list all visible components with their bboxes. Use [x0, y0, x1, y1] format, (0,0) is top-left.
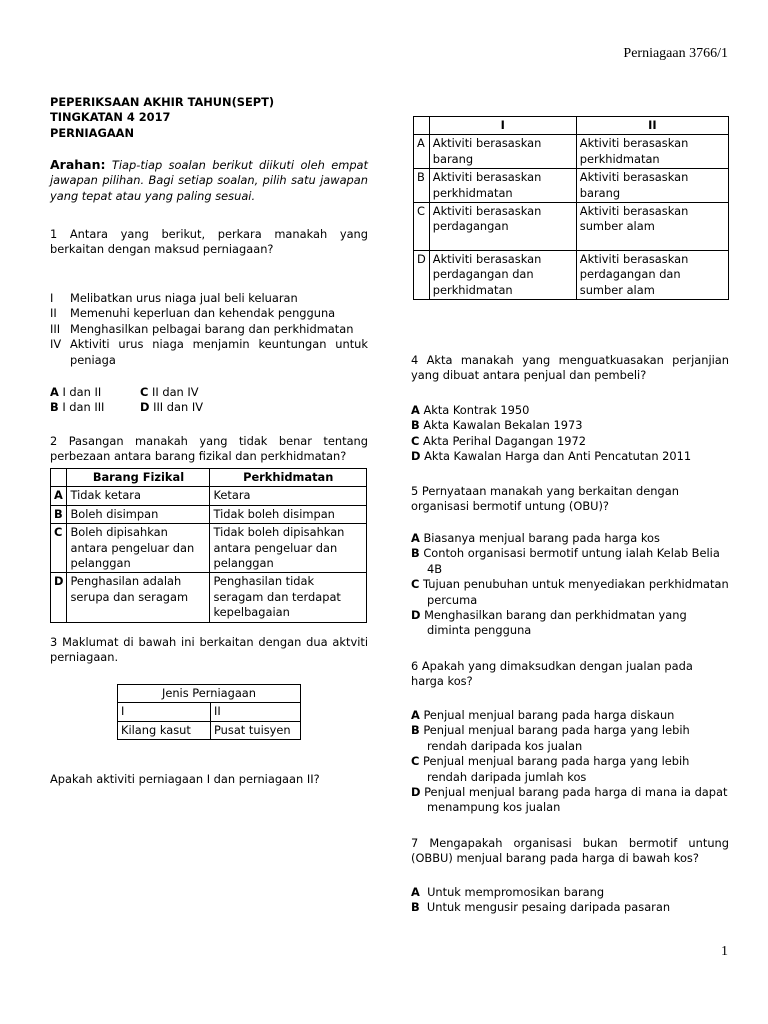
q5-option-a[interactable]: A Biasanya menjual barang pada harga kos [411, 531, 660, 545]
q5-option-b[interactable]: B Contoh organisasi bermotif untung ialah Kelab Belia 4B [411, 546, 720, 576]
q6-option-d[interactable]: D Penjual menjual barang pada harga di mana ia dapat menampung kos jualan [411, 785, 728, 815]
q2-header-col2: Perkhidmatan [210, 469, 367, 487]
q2-row-c[interactable]: C Boleh dipisahkan antara pengeluar dan pelanggan Tidak boleh dipisahkan antara pengeluar dan pelanggan [51, 524, 367, 573]
q3-answer-table [413, 116, 729, 300]
q3-stem: 3 Maklumat di bawah ini berkaitan dengan dua aktviti perniagaan. [50, 635, 368, 665]
q5-option-c[interactable]: C Tujuan penubuhan untuk menyediakan perkhidmatan percuma [411, 577, 729, 607]
q1-item: III Menghasilkan pelbagai barang dan perkhidmatan [50, 321, 354, 336]
q7-stem: 7 Mengapakah organisasi bukan bermotif untung (OBBU) menjual barang pada harga di bawah kos? [411, 836, 729, 866]
q3-answer-header-col2: II [576, 117, 728, 135]
q2-row-a[interactable]: A Tidak ketara Ketara [51, 487, 367, 505]
q2-header-col1: Barang Fizikal [67, 469, 210, 487]
q5-options [411, 531, 729, 639]
q2-row-d[interactable]: D Penghasilan adalah serupa dan seragam Penghasilan tidak seragam dan terdapat kepelbagaian [51, 573, 367, 622]
q1-option-b[interactable]: B I dan III [50, 400, 105, 415]
q3-answer-header-blank [414, 117, 430, 135]
title-line-3: PERNIAGAAN [50, 125, 135, 140]
q3-answer-row-d[interactable]: D Aktiviti berasaskan perdagangan dan perkhidmatan Aktiviti berasaskan perdagangan dan sumber alam [414, 251, 729, 300]
q3-info-val2: Pusat tuisyen [211, 721, 301, 739]
q1-item: IV Aktiviti urus niaga menjamin keuntungan untuk peniaga [50, 337, 368, 367]
q3-question: Apakah aktiviti perniagaan I dan perniagaan II? [50, 772, 320, 786]
exam-title [50, 95, 368, 141]
q4-option-b[interactable]: B Akta Kawalan Bekalan 1973 [411, 418, 583, 433]
q1-item: I Melibatkan urus niaga jual beli keluaran [50, 291, 298, 305]
q6-option-b[interactable]: B Penjual menjual barang pada harga yang lebih rendah daripada kos jualan [411, 723, 690, 753]
q3-info-col1: I [118, 703, 211, 721]
q2-table [50, 468, 367, 623]
q6-stem: 6 Apakah yang dimaksudkan dengan jualan pada harga kos? [411, 659, 693, 689]
q1-stem: 1 Antara yang berikut, perkara manakah yang berkaitan dengan maksud perniagaan? [50, 227, 368, 257]
q4-option-d[interactable]: D Akta Kawalan Harga dan Anti Pencatutan 2011 [411, 449, 692, 464]
q6-option-a[interactable]: A Penjual menjual barang pada harga diskaun [411, 708, 675, 722]
q5-stem: 5 Pernyataan manakah yang berkaitan dengan organisasi bermotif untung (OBU)? [411, 484, 679, 514]
instructions [50, 157, 368, 204]
q2-header-blank [51, 469, 67, 487]
q3-info-col2: II [211, 703, 301, 721]
q2-row-b[interactable]: B Boleh disimpan Tidak boleh disimpan [51, 505, 367, 523]
q1-option-a[interactable]: A I dan II [50, 385, 102, 399]
q3-info-val1: Kilang kasut [118, 721, 211, 739]
q2-stem: 2 Pasangan manakah yang tidak benar tentang perbezaan antara barang fizikal dan perkhidmatan? [50, 434, 368, 464]
q6-options [411, 708, 729, 816]
q1-item: II Memenuhi keperluan dan kehendak pengguna [50, 306, 336, 321]
q5-option-d[interactable]: D Menghasilkan barang dan perkhidmatan yang diminta pengguna [411, 608, 687, 638]
q7-option-b[interactable]: B Untuk mengusir pesaing daripada pasaran [411, 900, 671, 915]
q3-answer-row-b[interactable]: B Aktiviti berasaskan perkhidmatan Aktiviti berasaskan barang [414, 169, 729, 203]
title-line-2: TINGKATAN 4 2017 [50, 110, 171, 125]
instructions-text: Tiap-tiap soalan berikut diikuti oleh empat jawapan pilihan. Bagi setiap soalan, pilih satu jawapan yang tepat atau yang paling sesuai. [50, 158, 368, 203]
q7-options [411, 885, 729, 916]
instructions-label: Arahan: [50, 157, 106, 172]
q1-option-d[interactable]: D III dan IV [140, 400, 203, 415]
q4-stem: 4 Akta manakah yang menguatkuasakan perjanjian yang dibuat antara penjual dan pembeli? [411, 353, 729, 383]
page-number: 1 [721, 944, 728, 959]
q3-info-table [117, 684, 301, 740]
q3-answer-row-a[interactable]: A Aktiviti berasaskan barang Aktiviti berasaskan perkhidmatan [414, 135, 729, 169]
q1-option-c[interactable]: C II dan IV [140, 385, 199, 399]
q3-answer-header-col1: I [429, 117, 576, 135]
q4-option-c[interactable]: C Akta Perihal Dagangan 1972 [411, 433, 586, 448]
title-line-1: PEPERIKSAAN AKHIR TAHUN(SEPT) [50, 95, 275, 109]
q4-options [411, 403, 729, 465]
q6-option-c[interactable]: C Penjual menjual barang pada harga yang lebih rendah daripada jumlah kos [411, 754, 690, 784]
q7-option-a[interactable]: A Untuk mempromosikan barang [411, 885, 605, 899]
q3-answer-row-c[interactable]: C Aktiviti berasaskan perdagangan Aktiviti berasaskan sumber alam [414, 203, 729, 251]
exam-code: Perniagaan 3766/1 [623, 46, 728, 61]
q4-option-a[interactable]: A Akta Kontrak 1950 [411, 403, 530, 417]
q3-info-title: Jenis Perniagaan [118, 685, 301, 703]
q1-items [50, 291, 368, 368]
q1-options [50, 385, 368, 416]
